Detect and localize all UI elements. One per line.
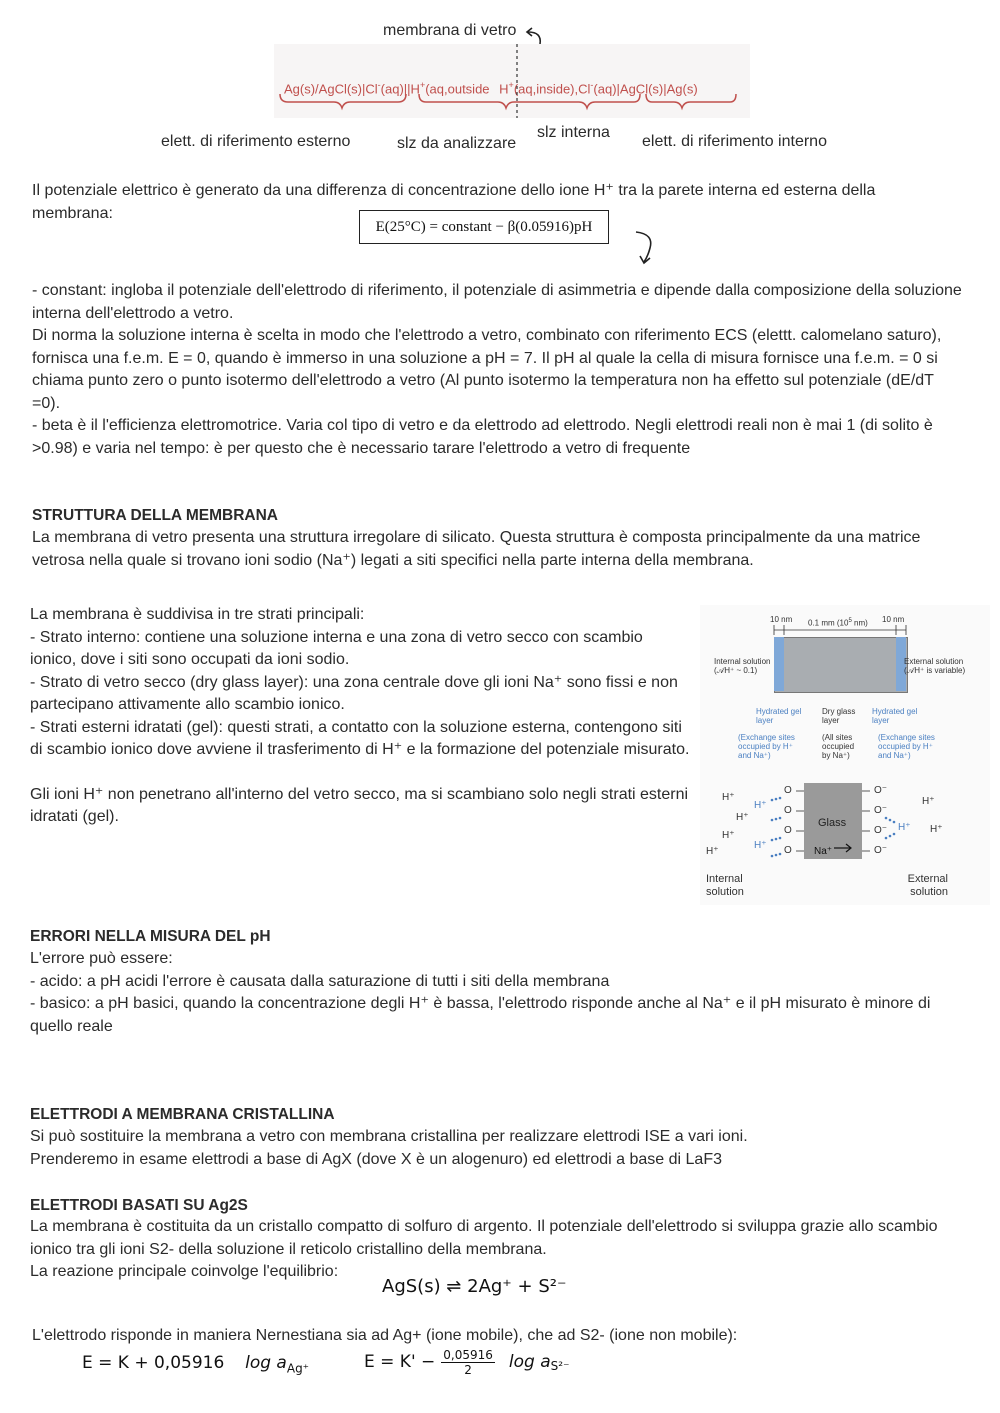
h-ion-4: H⁺: [722, 830, 735, 841]
strato-secco: - Strato di vetro secco (dry glass layer): una zona centrale dove gli ioni Na⁺ sono fissi e non partecipano attivamente allo scambio ionico.: [30, 673, 678, 713]
h-ion-1: H⁺: [722, 792, 735, 803]
gel-layer-left: [774, 637, 784, 691]
label-internal-solution: slz interna: [537, 124, 610, 141]
strati-intro: La membrana è suddivisa in tre strati principali:: [30, 606, 365, 623]
o-left-4: O: [784, 845, 792, 856]
constant-description: [32, 280, 962, 460]
label-analyte: slz da analizzare: [397, 135, 517, 152]
ioni-note: Gli ioni H⁺ non penetrano all'interno del vetro secco, ma si scambiano solo negli strati esterni idratati (gel).: [30, 785, 689, 825]
beta-line: - beta è il l'efficienza elettromotrice. Varia col tipo di vetro e da elettrodo ad elettrodo. Negli elettrodi reali non è mai 1 (di solito è >0.98) e varia nel tempo: è per questo che è necessario tarare l'elettrodo a vetro di frequente: [32, 417, 933, 457]
o-right-3: O⁻: [874, 825, 888, 836]
intro-paragraph: Il potenziale elettrico è generato da una differenza di concentrazione dello ione H⁺ tra la parete interna ed esterna della membrana:: [32, 182, 876, 222]
dry-glass-label: Dry glass layer: [822, 707, 856, 725]
ag2s-reaction: AgS(s) ⇌ 2Ag⁺ + S²⁻: [382, 1276, 567, 1297]
h-ion-6: H⁺: [706, 846, 719, 857]
cristallina-text: [30, 1126, 965, 1171]
external-bottom-label: External solution: [907, 873, 948, 898]
ag2s-text: [30, 1216, 965, 1284]
h-ion-5: H⁺: [754, 840, 767, 851]
external-solution-label: External solution (𝒜H⁺ is variable): [904, 657, 966, 675]
errori-intro: L'errore può essere:: [30, 950, 173, 967]
section-heading-cristallina: ELETTRODI A MEMBRANA CRISTALLINA: [30, 1106, 335, 1123]
sites-left-label: (Exchange sites occupied by H⁺ and Na⁺): [738, 733, 795, 760]
label-external-reference: elett. di riferimento esterno: [161, 133, 351, 150]
nernst-intro: L'elettrodo risponde in maniera Nernestiana sia ad Ag+ (ione mobile), che ad S2- (ione non mobile):: [32, 1327, 738, 1344]
errori-text: [30, 948, 965, 1038]
cell-notation: Ag(s)/AgCl(s)|Cl-(aq)||H+(aq,outside H+(aq,inside),Cl-(aq)|AgCl(s)|Ag(s): [284, 80, 698, 97]
o-left-1: O: [784, 785, 792, 796]
o-left-2: O: [784, 805, 792, 816]
errore-basico: - basico: a pH basici, quando la concentrazione degli H⁺ è bassa, l'elettrodo risponde anche al Na⁺ e il pH misurato è minore di quello reale: [30, 995, 931, 1035]
section-heading-ag2s: ELETTRODI BASATI SU Ag2S: [30, 1197, 248, 1214]
sites-right-label: (Exchange sites occupied by H⁺ and Na⁺): [878, 733, 935, 760]
label-internal-reference: elett. di riferimento interno: [642, 133, 827, 150]
internal-bottom-label: Internal solution: [706, 873, 744, 898]
strati-esterni: - Strati esterni idratati (gel): questi strati, a contatto con la soluzione esterna, contengono siti di scambio ionico dove avviene il trasferimento di H⁺ e la formazione del potenziale misurato.: [30, 718, 690, 758]
dim-mid: 0.1 mm ($10^5$ nm): [808, 618, 868, 628]
h-ion-9: H⁺: [930, 824, 943, 835]
membrane-note: membrana di vetro: [383, 22, 517, 39]
ag2s-line-2: La reazione principale coinvolge l'equilibrio:: [30, 1263, 339, 1280]
section-heading-errori: ERRORI NELLA MISURA DEL pH: [30, 928, 271, 945]
nernst-equation-ag: E = K + 0,05916 $\log a_{Ag^+}$: [82, 1353, 310, 1376]
cell-braces: [274, 44, 750, 118]
o-right-2: O⁻: [874, 805, 888, 816]
cristallina-line-2: Prenderemo in esame elettrodi a base di AgX (dove X è un alogenuro) ed elettrodi a base di LaF3: [30, 1150, 722, 1168]
dim-left: 10 nm: [770, 615, 793, 624]
o-right-4: O⁻: [874, 845, 888, 856]
ag2s-line-1: La membrana è costituita da un cristallo compatto di solfuro di argento. Il potenziale dell'elettrodo si sviluppa grazie allo scambio ionico tra gli ioni S2- della soluzione il reticolo cristallino della membrana.: [30, 1218, 938, 1258]
section-heading-struttura: STRUTTURA DELLA MEMBRANA: [32, 507, 278, 524]
o-left-3: O: [784, 825, 792, 836]
h-ion-2: H⁺: [754, 800, 767, 811]
strati-list: [30, 604, 690, 829]
hand-arrow-icon: [632, 228, 660, 268]
isothermal-line: Di norma la soluzione interna è scelta in modo che l'elettrodo a vetro, combinato con riferimento ECS (elettt. calomelano saturo), fornisca una f.e.m. E = 0, quando è immerso in una soluzione a pH = 7. Il pH al quale la cella di misura fornisce una f.e.m. = 0 si chiama punto zero o punto isotermo dell'elettrodo a vetro (Al punto isotermo la temperatura non ha effetto sul potenziale (dE/dT =0).: [32, 327, 942, 412]
glass-label: Glass: [818, 817, 847, 829]
o-right-1: O⁻: [874, 785, 888, 796]
sites-mid-label: (All sites occupied by Na⁺): [822, 733, 855, 760]
strato-interno: - Strato interno: contiene una soluzione interna e una zona di vetro secco con scambio ionico, dove i siti sono occupati da ioni sodio.: [30, 628, 643, 668]
h-ion-8: H⁺: [898, 822, 911, 833]
cristallina-line-1: Si può sostituire la membrana a vetro con membrana cristallina per realizzare elettrodi ISE a vari ioni.: [30, 1128, 748, 1145]
errore-acido: - acido: a pH acidi l'errore è causata dalla saturazione di tutti i siti della membrana: [30, 972, 610, 990]
internal-solution-label: Internal solution (𝒜H⁺ ~ 0.1): [714, 657, 771, 675]
dimension-arrows: [770, 625, 910, 635]
potential-equation: E(25°C) = constant − β(0.05916)pH: [359, 210, 609, 244]
exchange-dots: [766, 790, 906, 860]
membrane-figure: [700, 605, 990, 905]
membrane-block: [774, 637, 908, 693]
dim-right: 10 nm: [882, 615, 905, 624]
na-label: Na⁺: [814, 846, 833, 857]
h-ion-3: H⁺: [736, 812, 749, 823]
h-ion-7: H⁺: [922, 796, 935, 807]
nernst-equation-s: E = K' − $\frac{0,05916}{2}$ log a $_{S^{2-}}$: [364, 1348, 570, 1377]
constant-line: - constant: ingloba il potenziale dell'elettrodo di riferimento, il potenziale di asimmetria e dipende dalla composizione della soluzione interna dell'elettrodo a vetro.: [32, 282, 962, 322]
hydrated-right-label: Hydrated gel layer: [872, 707, 918, 725]
struttura-text: La membrana di vetro presenta una struttura irregolare di silicato. Questa struttura è composta principalmente da una matrice vetrosa nella quale si trovano ioni sodio (Na⁺) legati a siti specifici nella parte interna della membrana.: [32, 529, 921, 569]
hydrated-left-label: Hydrated gel layer: [756, 707, 802, 725]
